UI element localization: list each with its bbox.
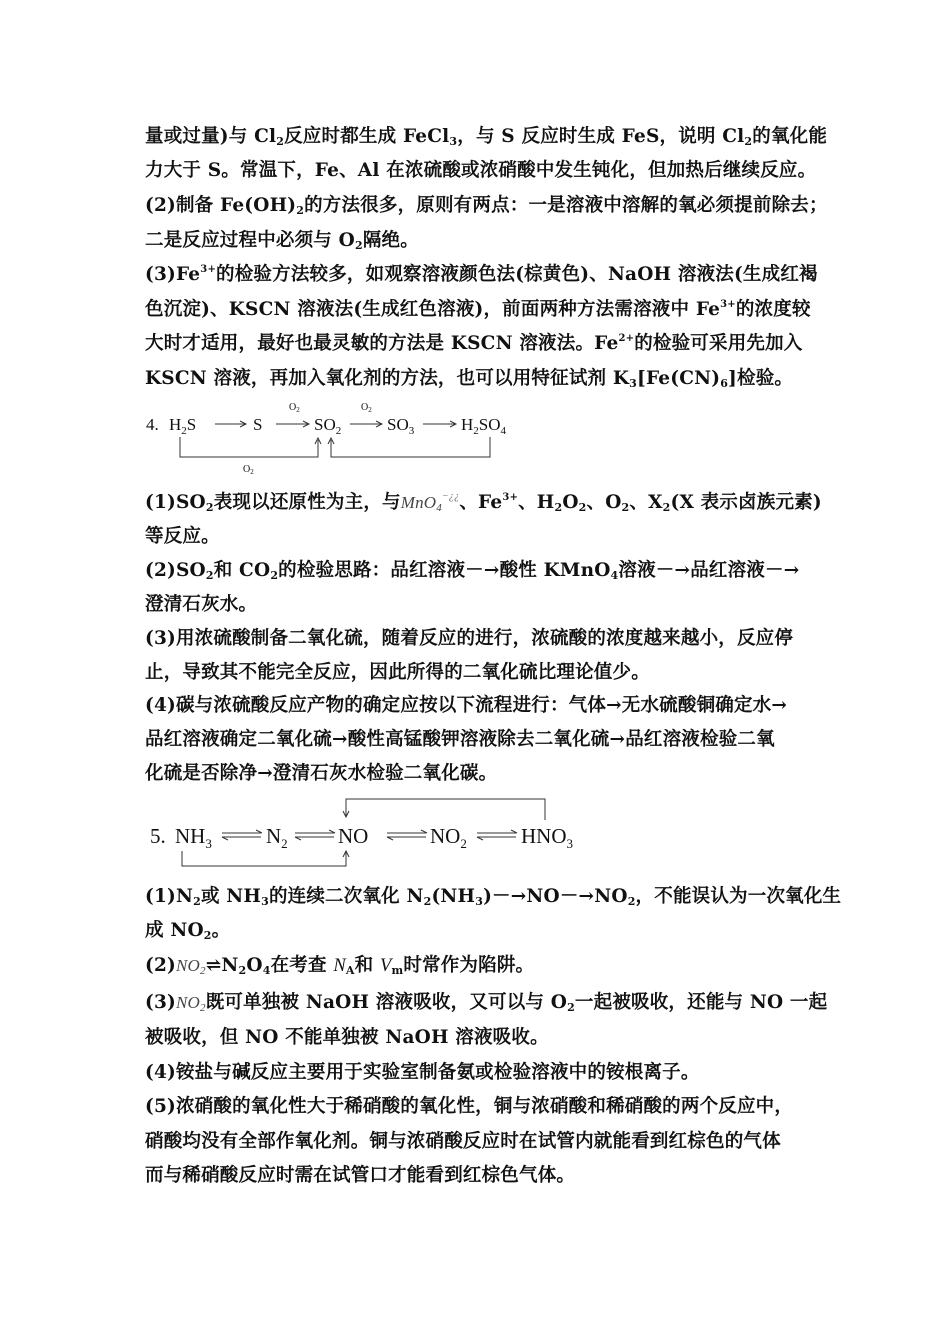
text-line-19: 成 $NO_2$。 — [145, 920, 231, 942]
text-line-21: (3)NO2既可单独被 NaOH 溶液吸收，又可以与 $O_2$一起被吸收，还能与 NO 一起 — [145, 992, 828, 1014]
o2-label-c: $O_2$ — [243, 464, 254, 476]
text-line-5: $(3)Fe^{3+}$的检验方法较多，如观察溶液颜色法(棕黄色)、NaOH 溶液法(生成红褐 — [145, 264, 818, 285]
nh3-label: $NH_3$ — [175, 824, 212, 851]
text-line-3: (2)制备 $Fe(OH)_2$的方法很多，原则有两点：一是溶液中溶解的氧必须提前除去； — [145, 195, 828, 217]
text-line-18: $(1)N_2$或 $NH_3$的连续二次氧化 $N_2(NH_3)-\to NO-\to NO_2$，不能误认为一次氧化生 — [145, 886, 842, 908]
o2-label-b: $O_2$ — [361, 402, 372, 414]
text-line-22: 被吸收，但 NO 不能单独被 NaOH 溶液吸收。 — [145, 1027, 549, 1048]
text-line-10: 等反应。 — [145, 526, 220, 547]
text-line-9: $(1)SO_2$表现以还原性为主，与MnO4−¿¿、$Fe^{3+}$、$H_2O_2$、$O_2$、$X_2(X$ 表示卤族元素) — [145, 491, 822, 514]
text-line-15: (4)碳与浓硫酸反应产物的确定应按以下流程进行：气体→无水硫酸铜确定水→ — [145, 695, 788, 716]
text-line-11: $(2)SO_2$和 $CO_2$的检验思路：品红溶液－→酸性 KMnO$_4$溶液－→品红溶液－→ — [145, 560, 800, 582]
text-line-26: 而与稀硝酸反应时需在试管口才能看到红棕色气体。 — [145, 1165, 576, 1186]
text-line-6: 色沉淀)、KSCN 溶液法(生成红色溶液)，前面两种方法需溶液中 $Fe^{3+}$的浓度较 — [145, 299, 811, 320]
so2-label: $SO_2$ — [314, 415, 342, 437]
text-line-25: 硝酸均没有全部作氧化剂。铜与浓硝酸反应时在试管内就能看到红棕色的气体 — [145, 1131, 781, 1152]
text-line-24: (5)浓硝酸的氧化性大于稀硝酸的氧化性，铜与浓硝酸和稀硝酸的两个反应中， — [145, 1096, 794, 1117]
hno3-label: $HNO_3$ — [521, 824, 573, 851]
text-line-12: 澄清石灰水。 — [145, 594, 258, 615]
svg-text:H2S: $H_2S$ — [169, 415, 197, 437]
no2-label: $NO_2$ — [430, 824, 467, 851]
text-line-1: 量或过量)与 $Cl_2$反应时都生成 FeCl$_3$，与 S 反应时生成 FeS，说明 $Cl_2$的氧化能 — [145, 126, 828, 148]
no-label: NO — [338, 824, 369, 848]
text-line-16: 品红溶液确定二氧化硫→酸性高锰酸钾溶液除去二氧化硫→品红溶液检验二氧 — [145, 729, 775, 750]
o2-label-a: $O_2$ — [289, 402, 300, 414]
text-line-20: $(2)NO2\rightleftharpoons N_2O_4$在考查 $N_A$和 $V_m$时常作为陷阱。 — [145, 955, 535, 977]
h2so4-label: $H_2SO_4$ — [461, 415, 507, 437]
text-line-8: KSCN 溶液，再加入氧化剂的方法，也可以用特征试剂 $K_3[Fe(CN)_6]$检验。 — [145, 368, 794, 390]
text-line-4: 二是反应过程中必须与 $O_2$隔绝。 — [145, 230, 419, 252]
text-line-17: 化硫是否除净→澄清石灰水检验二氧化碳。 — [145, 763, 498, 784]
text-line-13: (3)用浓硫酸制备二氧化硫，随着反应的进行，浓硫酸的浓度越来越小，反应停 — [145, 628, 794, 649]
text-line-7: 大时才适用，最好也最灵敏的方法是 KSCN 溶液法。$Fe^{2+}$的检验可采用先加入 — [145, 333, 803, 354]
so3-label: $SO_3$ — [387, 415, 415, 437]
diagram-4-number: 4. — [146, 415, 159, 434]
s-label: S — [253, 415, 263, 434]
text-line-23: (4)铵盐与碱反应主要用于实验室制备氨或检验溶液中的铵根离子。 — [145, 1062, 700, 1083]
text-line-2: 力大于 S。常温下，Fe、Al 在浓硫酸或浓硝酸中发生钝化，但加热后继续反应。 — [145, 160, 817, 181]
text-line-14: 止，导致其不能完全反应，因此所得的二氧化硫比理论值少。 — [145, 662, 650, 683]
diagram-5-number: 5. — [150, 824, 166, 848]
n2-label: $N_2$ — [266, 824, 288, 851]
